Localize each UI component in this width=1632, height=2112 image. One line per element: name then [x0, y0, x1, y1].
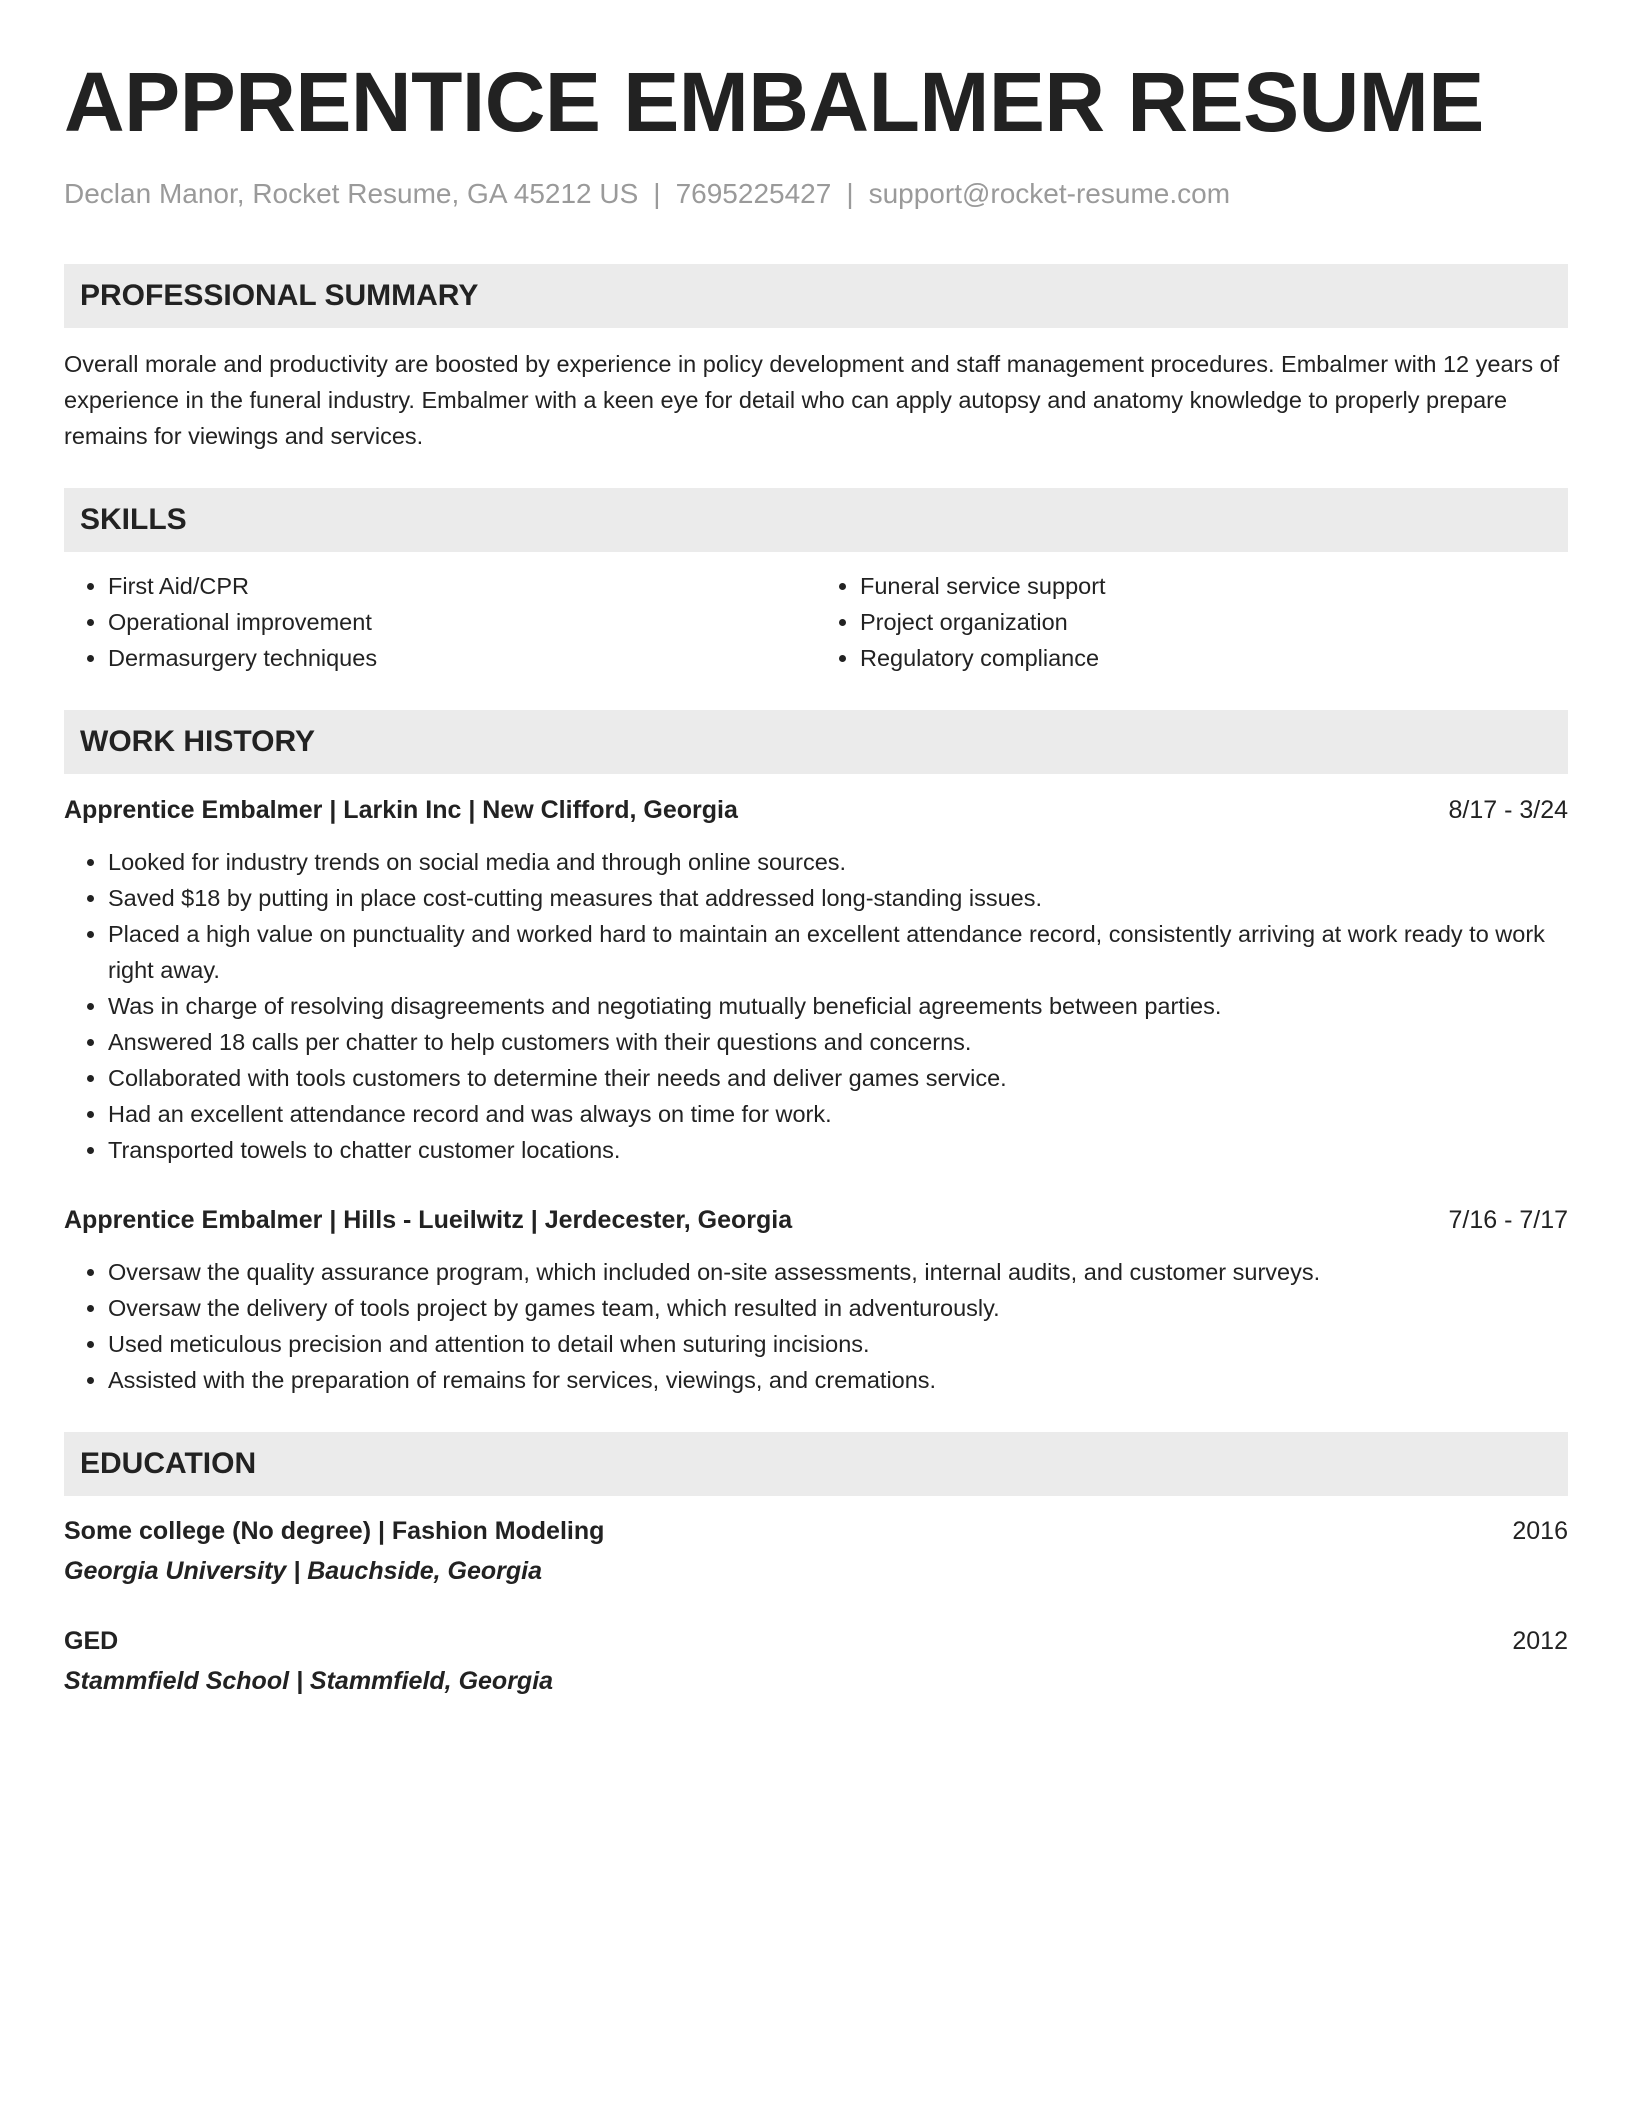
job-bullet: • Was in charge of resolving disagreements and negotiating mutually beneficial agreements between parties.	[108, 988, 1568, 1024]
education-header	[64, 1512, 1568, 1550]
job-bullet: • Used meticulous precision and attention to detail when suturing incisions.	[108, 1326, 1568, 1362]
job-bullet: • Looked for industry trends on social media and through online sources.	[108, 844, 1568, 880]
skill-item: • Dermasurgery techniques	[108, 640, 816, 676]
skills-list-left	[64, 568, 816, 676]
job-bullet: • Answered 18 calls per chatter to help customers with their questions and concerns.	[108, 1024, 1568, 1060]
job-bullet: • Assisted with the preparation of remains for services, viewings, and cremations.	[108, 1362, 1568, 1398]
job-entry	[64, 792, 1568, 1168]
resume-title: APPRENTICE EMBALMER RESUME	[64, 55, 1484, 149]
education-section	[64, 1432, 1568, 1700]
job-title: Apprentice Embalmer | Hills - Lueilwitz | Jerdecester, Georgia	[64, 1206, 793, 1234]
contact-separator: |	[653, 178, 661, 209]
job-bullet: • Saved $18 by putting in place cost-cutting measures that addressed long-standing issues.	[108, 880, 1568, 916]
job-header	[64, 1202, 1568, 1238]
education-heading: EDUCATION	[64, 1432, 1568, 1496]
job-bullet: • Oversaw the delivery of tools project by games team, which resulted in adventurously.	[108, 1290, 1568, 1326]
skill-item: • First Aid/CPR	[108, 568, 816, 604]
skills-columns	[64, 568, 1568, 676]
professional-summary-text: Overall morale and productivity are boosted by experience in policy development and staff management procedures. Embalmer with 12 years of experience in the funeral industry. Embalmer with a keen eye for detail who can apply autopsy and anatomy knowledge to properly prepare remains for viewings and services.	[64, 351, 1560, 449]
contact-email: support@rocket-resume.com	[868, 178, 1231, 209]
skill-item: • Regulatory compliance	[860, 640, 1568, 676]
skills-list-right	[816, 568, 1568, 676]
job-bullet: • Oversaw the quality assurance program, which included on-site assessments, internal audits, and customer surveys.	[108, 1254, 1568, 1290]
job-entry	[64, 1202, 1568, 1398]
job-bullet: • Placed a high value on punctuality and worked hard to maintain an excellent attendance record, consistently arriving at work ready to work right away.	[108, 916, 1568, 988]
contact-separator: |	[846, 178, 854, 209]
professional-summary-section	[64, 264, 1568, 454]
work-history-heading: WORK HISTORY	[64, 710, 1568, 774]
job-dates: 8/17 - 3/24	[1448, 796, 1568, 824]
job-bullet: • Collaborated with tools customers to determine their needs and deliver games service.	[108, 1060, 1568, 1096]
education-degree: Some college (No degree) | Fashion Modeling	[64, 1517, 605, 1545]
skill-item: • Project organization	[860, 604, 1568, 640]
contact-address: Declan Manor, Rocket Resume, GA 45212 US	[64, 178, 639, 209]
education-entry	[64, 1512, 1568, 1590]
job-title: Apprentice Embalmer | Larkin Inc | New Clifford, Georgia	[64, 796, 738, 824]
education-year: 2016	[1512, 1517, 1568, 1545]
education-school: Stammfield School | Stammfield, Georgia	[64, 1667, 554, 1695]
education-year: 2012	[1512, 1627, 1568, 1655]
contact-phone: 7695225427	[675, 178, 832, 209]
education-header	[64, 1622, 1568, 1660]
skill-item: • Operational improvement	[108, 604, 816, 640]
skills-section	[64, 488, 1568, 676]
education-school: Georgia University | Bauchside, Georgia	[64, 1557, 542, 1585]
skills-heading: SKILLS	[64, 488, 1568, 552]
job-header	[64, 792, 1568, 828]
job-bullet: • Transported towels to chatter customer locations.	[108, 1132, 1568, 1168]
job-dates: 7/16 - 7/17	[1448, 1206, 1568, 1234]
education-degree: GED	[64, 1627, 119, 1655]
job-bullet: • Had an excellent attendance record and was always on time for work.	[108, 1096, 1568, 1132]
skill-item: • Funeral service support	[860, 568, 1568, 604]
job-bullets	[64, 1254, 1568, 1398]
professional-summary-heading: PROFESSIONAL SUMMARY	[64, 264, 1568, 328]
work-history-section	[64, 710, 1568, 1398]
contact-line	[64, 176, 1568, 212]
education-entry	[64, 1622, 1568, 1700]
job-bullets	[64, 844, 1568, 1168]
